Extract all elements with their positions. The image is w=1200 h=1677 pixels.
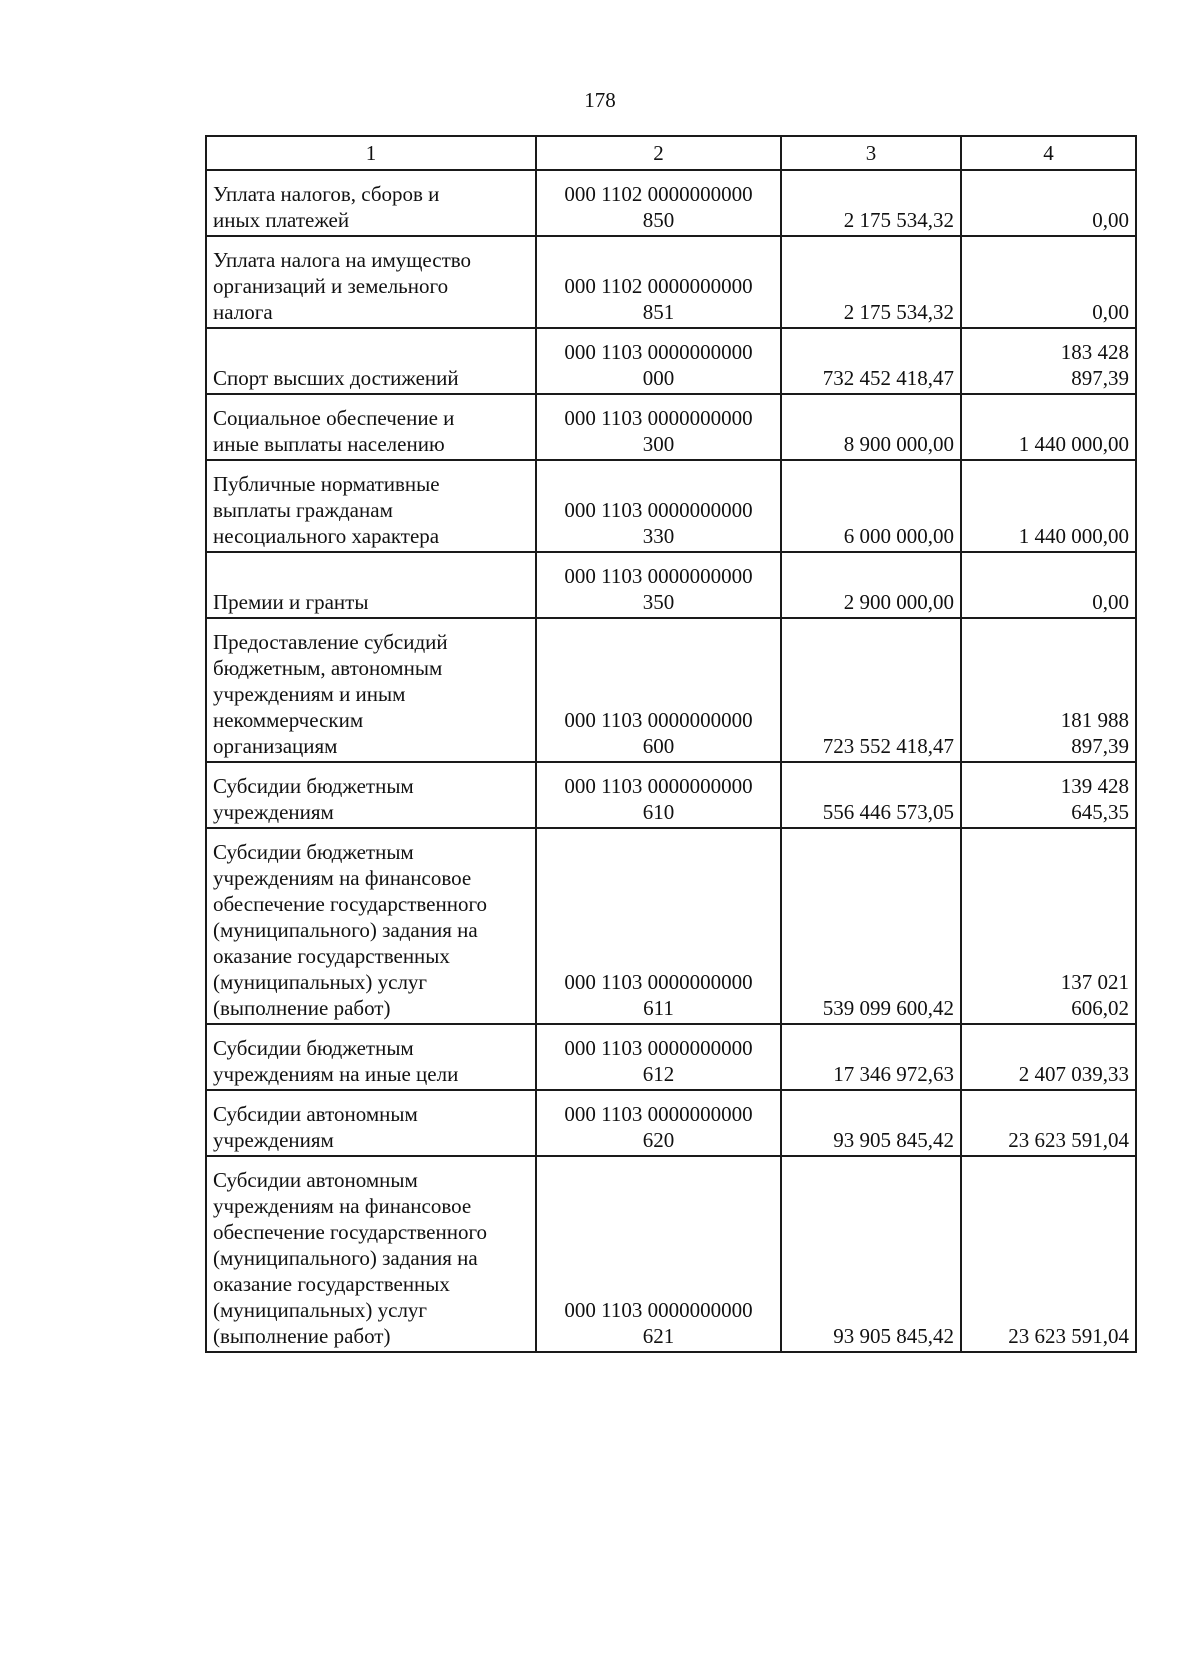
- row-amount2-cell-line: 645,35: [1071, 800, 1129, 824]
- row-code-cell-line: 000 1103 0000000000: [564, 406, 753, 430]
- row-code-cell-line: 000: [642, 366, 675, 390]
- row-code-cell-line: 000 1102 0000000000: [564, 182, 753, 206]
- row-amount-cell: [781, 1090, 961, 1156]
- row-code-cell-line: 621: [642, 1324, 675, 1348]
- row-name-cell-line: оказание государственных: [213, 1272, 450, 1296]
- row-name-cell-line: учреждениям: [213, 800, 334, 824]
- table-row: [206, 236, 1136, 328]
- row-name-cell-line: Премии и гранты: [213, 590, 369, 614]
- table-row: [206, 328, 1136, 394]
- row-code-cell: [536, 762, 781, 828]
- row-code-cell-line: 000 1103 0000000000: [564, 970, 753, 994]
- row-code-cell: [536, 618, 781, 762]
- table-row: [206, 762, 1136, 828]
- row-code-cell-line: 000 1103 0000000000: [564, 498, 753, 522]
- row-amount2-cell: [961, 1090, 1136, 1156]
- row-name-cell-line: некоммерческим: [213, 708, 364, 732]
- header-row: [206, 136, 1136, 170]
- row-amount2-cell-line: 137 021: [1060, 970, 1129, 994]
- row-code-cell-line: 851: [642, 300, 675, 324]
- row-code-cell: [536, 328, 781, 394]
- row-name-cell-line: Субсидии автономным: [213, 1168, 418, 1192]
- row-amount2-cell: [961, 1024, 1136, 1090]
- row-amount-cell: [781, 1024, 961, 1090]
- column-header: 2: [536, 136, 781, 170]
- row-amount-cell-line: 6 000 000,00: [843, 524, 954, 548]
- row-amount-cell-line: 732 452 418,47: [822, 366, 954, 390]
- row-amount-cell: [781, 1156, 961, 1352]
- row-name-cell-line: организаций и земельного: [213, 274, 449, 298]
- row-amount2-cell-line: 897,39: [1071, 734, 1129, 758]
- row-code-cell-line: 000 1103 0000000000: [564, 708, 753, 732]
- row-amount2-cell: [961, 762, 1136, 828]
- row-amount-cell: [781, 828, 961, 1024]
- row-name-cell-line: Субсидии бюджетным: [213, 840, 414, 864]
- row-code-cell-line: 620: [642, 1128, 675, 1152]
- row-code-cell-line: 612: [642, 1062, 675, 1086]
- row-code-cell-line: 000 1103 0000000000: [564, 1036, 753, 1060]
- row-name-cell-line: организациям: [213, 734, 338, 758]
- table-row: [206, 460, 1136, 552]
- column-header: 1: [206, 136, 536, 170]
- row-name-cell-line: учреждениям на иные цели: [213, 1062, 459, 1086]
- row-amount-cell-line: 2 175 534,32: [843, 300, 954, 324]
- row-code-cell: [536, 828, 781, 1024]
- row-amount2-cell-line: 139 428: [1060, 774, 1129, 798]
- row-amount2-cell-line: 897,39: [1071, 366, 1129, 390]
- row-code-cell-line: 350: [642, 590, 675, 614]
- row-amount2-cell-line: 0,00: [1092, 590, 1129, 614]
- row-code-cell: [536, 1024, 781, 1090]
- row-amount-cell: [781, 170, 961, 236]
- row-amount-cell: [781, 552, 961, 618]
- row-amount2-cell-line: 1 440 000,00: [1018, 524, 1129, 548]
- row-amount2-cell: [961, 170, 1136, 236]
- row-code-cell-line: 000 1103 0000000000: [564, 774, 753, 798]
- row-name-cell: [206, 170, 536, 236]
- row-amount2-cell: [961, 618, 1136, 762]
- table-row: [206, 1156, 1136, 1352]
- page-number: 178: [584, 88, 616, 112]
- row-amount2-cell: [961, 552, 1136, 618]
- row-name-cell-line: (муниципальных) услуг: [213, 1298, 428, 1322]
- table-row: [206, 170, 1136, 236]
- row-code-cell: [536, 552, 781, 618]
- row-code-cell-line: 610: [642, 800, 675, 824]
- row-amount-cell-line: 2 900 000,00: [843, 590, 954, 614]
- row-name-cell-line: выплаты гражданам: [213, 498, 393, 522]
- row-name-cell-line: (муниципальных) услуг: [213, 970, 428, 994]
- row-amount2-cell-line: 23 623 591,04: [1008, 1324, 1129, 1348]
- row-name-cell-line: (муниципального) задания на: [213, 1246, 478, 1270]
- row-name-cell-line: Субсидии бюджетным: [213, 1036, 414, 1060]
- row-code-cell: [536, 1090, 781, 1156]
- row-name-cell-line: Уплата налогов, сборов и: [213, 182, 440, 206]
- row-amount-cell-line: 17 346 972,63: [833, 1062, 954, 1086]
- row-name-cell: [206, 460, 536, 552]
- column-header: 4: [961, 136, 1136, 170]
- row-name-cell: [206, 236, 536, 328]
- row-name-cell-line: учреждениям: [213, 1128, 334, 1152]
- row-code-cell-line: 300: [642, 432, 675, 456]
- row-amount-cell: [781, 762, 961, 828]
- row-name-cell: [206, 762, 536, 828]
- table-row: [206, 1024, 1136, 1090]
- row-name-cell-line: Публичные нормативные: [213, 472, 440, 496]
- row-code-cell-line: 330: [642, 524, 675, 548]
- row-code-cell-line: 600: [642, 734, 675, 758]
- row-amount2-cell-line: 606,02: [1071, 996, 1129, 1020]
- row-amount2-cell: [961, 828, 1136, 1024]
- row-amount2-cell-line: 0,00: [1092, 208, 1129, 232]
- row-amount-cell-line: 723 552 418,47: [822, 734, 954, 758]
- row-name-cell-line: Спорт высших достижений: [213, 366, 459, 390]
- row-name-cell-line: обеспечение государственного: [213, 1220, 488, 1244]
- table-row: [206, 1090, 1136, 1156]
- row-amount2-cell: [961, 460, 1136, 552]
- row-amount-cell-line: 556 446 573,05: [822, 800, 954, 824]
- row-name-cell: [206, 1156, 536, 1352]
- column-header: 3: [781, 136, 961, 170]
- table-row: [206, 618, 1136, 762]
- row-code-cell: [536, 236, 781, 328]
- row-name-cell: [206, 618, 536, 762]
- row-amount-cell-line: 539 099 600,42: [822, 996, 954, 1020]
- row-name-cell: [206, 552, 536, 618]
- row-code-cell: [536, 394, 781, 460]
- table-row: [206, 828, 1136, 1024]
- table-body: [206, 170, 1136, 1352]
- row-amount2-cell: [961, 1156, 1136, 1352]
- row-amount2-cell-line: 23 623 591,04: [1008, 1128, 1129, 1152]
- row-amount-cell-line: 2 175 534,32: [843, 208, 954, 232]
- row-name-cell: [206, 828, 536, 1024]
- row-name-cell-line: Субсидии автономным: [213, 1102, 418, 1126]
- row-amount-cell-line: 8 900 000,00: [843, 432, 954, 456]
- row-name-cell: [206, 328, 536, 394]
- table-row: [206, 394, 1136, 460]
- row-name-cell-line: (выполнение работ): [213, 996, 391, 1020]
- row-amount-cell: [781, 618, 961, 762]
- row-name-cell-line: учреждениям на финансовое: [213, 1194, 472, 1218]
- row-amount2-cell-line: 183 428: [1060, 340, 1129, 364]
- row-name-cell: [206, 394, 536, 460]
- row-amount2-cell-line: 1 440 000,00: [1018, 432, 1129, 456]
- row-code-cell-line: 000 1103 0000000000: [564, 340, 753, 364]
- row-code-cell-line: 611: [643, 996, 674, 1020]
- row-amount-cell: [781, 236, 961, 328]
- row-name-cell-line: иные выплаты населению: [213, 432, 445, 456]
- budget-table: [205, 135, 1137, 1353]
- table-row: [206, 552, 1136, 618]
- row-code-cell-line: 000 1103 0000000000: [564, 1102, 753, 1126]
- row-name-cell-line: Социальное обеспечение и: [213, 406, 455, 430]
- row-code-cell: [536, 170, 781, 236]
- row-code-cell-line: 850: [642, 208, 675, 232]
- row-amount-cell-line: 93 905 845,42: [833, 1128, 954, 1152]
- row-amount2-cell-line: 2 407 039,33: [1018, 1062, 1129, 1086]
- row-code-cell-line: 000 1103 0000000000: [564, 1298, 753, 1322]
- row-name-cell-line: Уплата налога на имущество: [213, 248, 472, 272]
- row-name-cell-line: бюджетным, автономным: [213, 656, 443, 680]
- row-amount-cell-line: 93 905 845,42: [833, 1324, 954, 1348]
- row-name-cell-line: учреждениям и иным: [213, 682, 406, 706]
- row-name-cell-line: несоциального характера: [213, 524, 440, 548]
- row-amount2-cell: [961, 236, 1136, 328]
- row-amount2-cell-line: 0,00: [1092, 300, 1129, 324]
- row-name-cell-line: оказание государственных: [213, 944, 450, 968]
- row-amount2-cell: [961, 328, 1136, 394]
- row-name-cell-line: (муниципального) задания на: [213, 918, 478, 942]
- row-code-cell-line: 000 1103 0000000000: [564, 564, 753, 588]
- row-name-cell-line: Субсидии бюджетным: [213, 774, 414, 798]
- row-name-cell-line: обеспечение государственного: [213, 892, 488, 916]
- row-amount-cell: [781, 460, 961, 552]
- row-amount-cell: [781, 394, 961, 460]
- row-name-cell: [206, 1090, 536, 1156]
- row-amount2-cell: [961, 394, 1136, 460]
- row-code-cell-line: 000 1102 0000000000: [564, 274, 753, 298]
- row-code-cell: [536, 460, 781, 552]
- row-code-cell: [536, 1156, 781, 1352]
- row-name-cell-line: учреждениям на финансовое: [213, 866, 472, 890]
- row-amount-cell: [781, 328, 961, 394]
- row-amount2-cell-line: 181 988: [1060, 708, 1129, 732]
- row-name-cell-line: Предоставление субсидий: [213, 630, 448, 654]
- row-name-cell-line: налога: [213, 300, 273, 324]
- row-name-cell-line: иных платежей: [213, 208, 350, 232]
- row-name-cell: [206, 1024, 536, 1090]
- row-name-cell-line: (выполнение работ): [213, 1324, 391, 1348]
